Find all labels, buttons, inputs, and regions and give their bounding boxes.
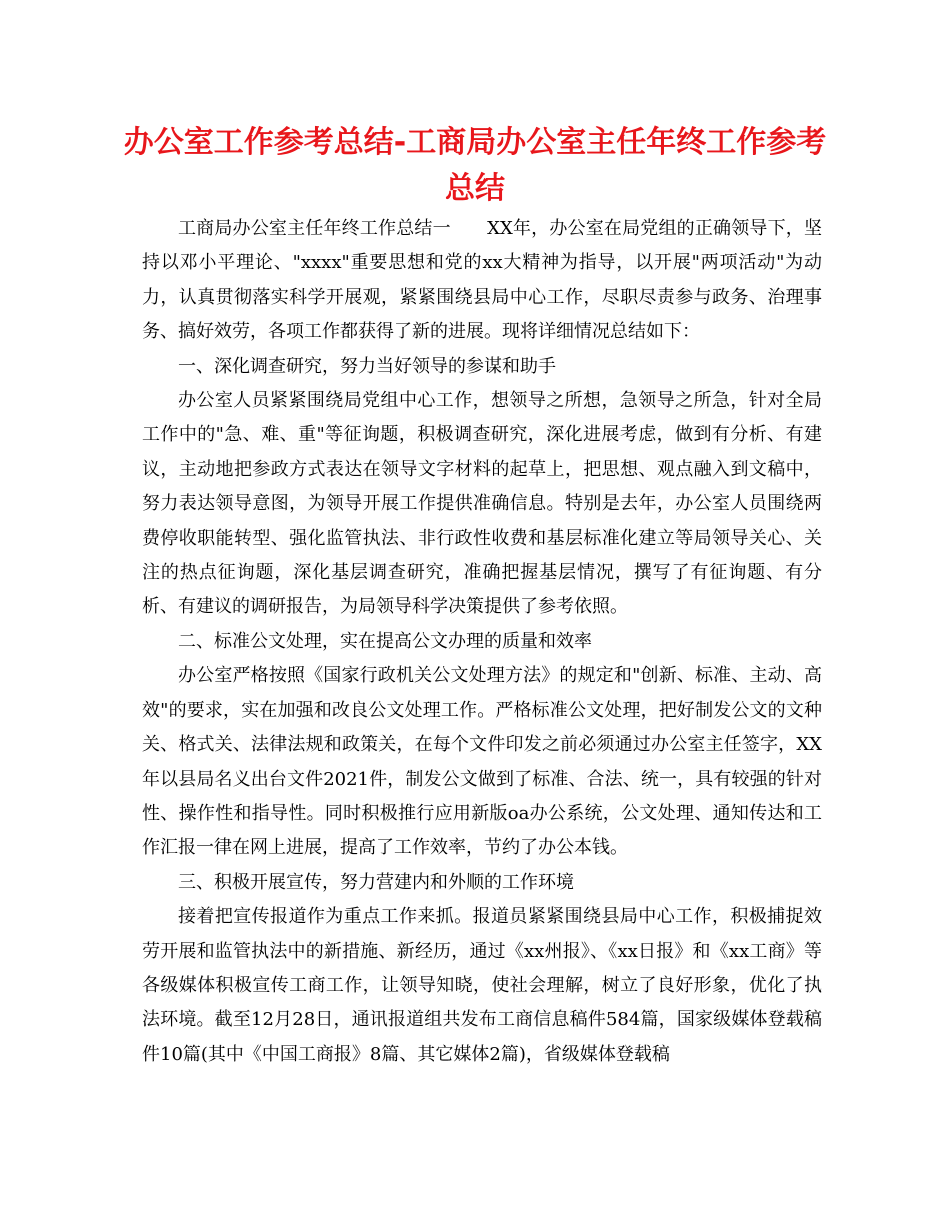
section-heading-3: 三、积极开展宣传，努力营建内和外顺的工作环境 [178, 871, 574, 893]
document-body [142, 212, 822, 1072]
document-title: 办公室工作参考总结-工商局办公室主任年终工作参考总结 [123, 125, 827, 206]
section-heading-1: 一、深化调查研究，努力当好领导的参谋和助手 [178, 355, 556, 377]
paragraph-section-2: 办公室严格按照《国家行政机关公文处理方法》的规定和"创新、标准、主动、高效"的要求，实在加强和改良公文处理工作。严格标准公文处理，把好制发公文的文种关、格式关、法律法规和政策关，在每个文件印发之前必须通过办公室主任签字，XX年以县局名义出台文件2021件，制发公文做到了标准、合法、统一，具有较强的针对性、操作性和指导性。同时积极推行应用新版oa办公系统，公文处理、通知传达和工作汇报一律在网上进展，提高了工作效率，节约了办公本钱。 [142, 665, 822, 859]
paragraph-intro: 工商局办公室主任年终工作总结一 XX年，办公室在局党组的正确领导下，坚持以邓小平理论、"xxxx"重要思想和党的xx大精神为指导，以开展"两项活动"为动力，认真贯彻落实科学开展观，紧紧围绕县局中心工作，尽职尽责参与政务、治理事务、搞好效劳，各项工作都获得了新的进展。现将详细情况总结如下： [142, 218, 822, 343]
section-heading-2: 二、标准公文处理，实在提高公文办理的质量和效率 [178, 630, 592, 652]
paragraph-section-1: 办公室人员紧紧围绕局党组中心工作，想领导之所想，急领导之所急，针对全局工作中的"急、难、重"等征询题，积极调查研究，深化进展考虑，做到有分析、有建议，主动地把参政方式表达在领导文字材料的起草上，把思想、观点融入到文稿中，努力表达领导意图，为领导开展工作提供准确信息。特别是去年，办公室人员围绕两费停收职能转型、强化监管执法、非行政性收费和基层标准化建立等局领导关心、关注的热点征询题，深化基层调查研究，准确把握基层情况，撰写了有征询题、有分析、有建议的调研报告，为局领导科学决策提供了参考依照。 [142, 390, 822, 618]
paragraph-section-3: 接着把宣传报道作为重点工作来抓。报道员紧紧围绕县局中心工作，积极捕捉效劳开展和监管执法中的新措施、新经历，通过《xx州报》、《xx日报》和《xx工商》等各级媒体积极宣传工商工作，让领导知晓，使社会理解，树立了良好形象，优化了执法环境。截至12月28日，通讯报道组共发布工商信息稿件584篇，国家级媒体登载稿件10篇(其中《中国工商报》8篇、其它媒体2篇)，省级媒体登载稿 [142, 906, 822, 1065]
